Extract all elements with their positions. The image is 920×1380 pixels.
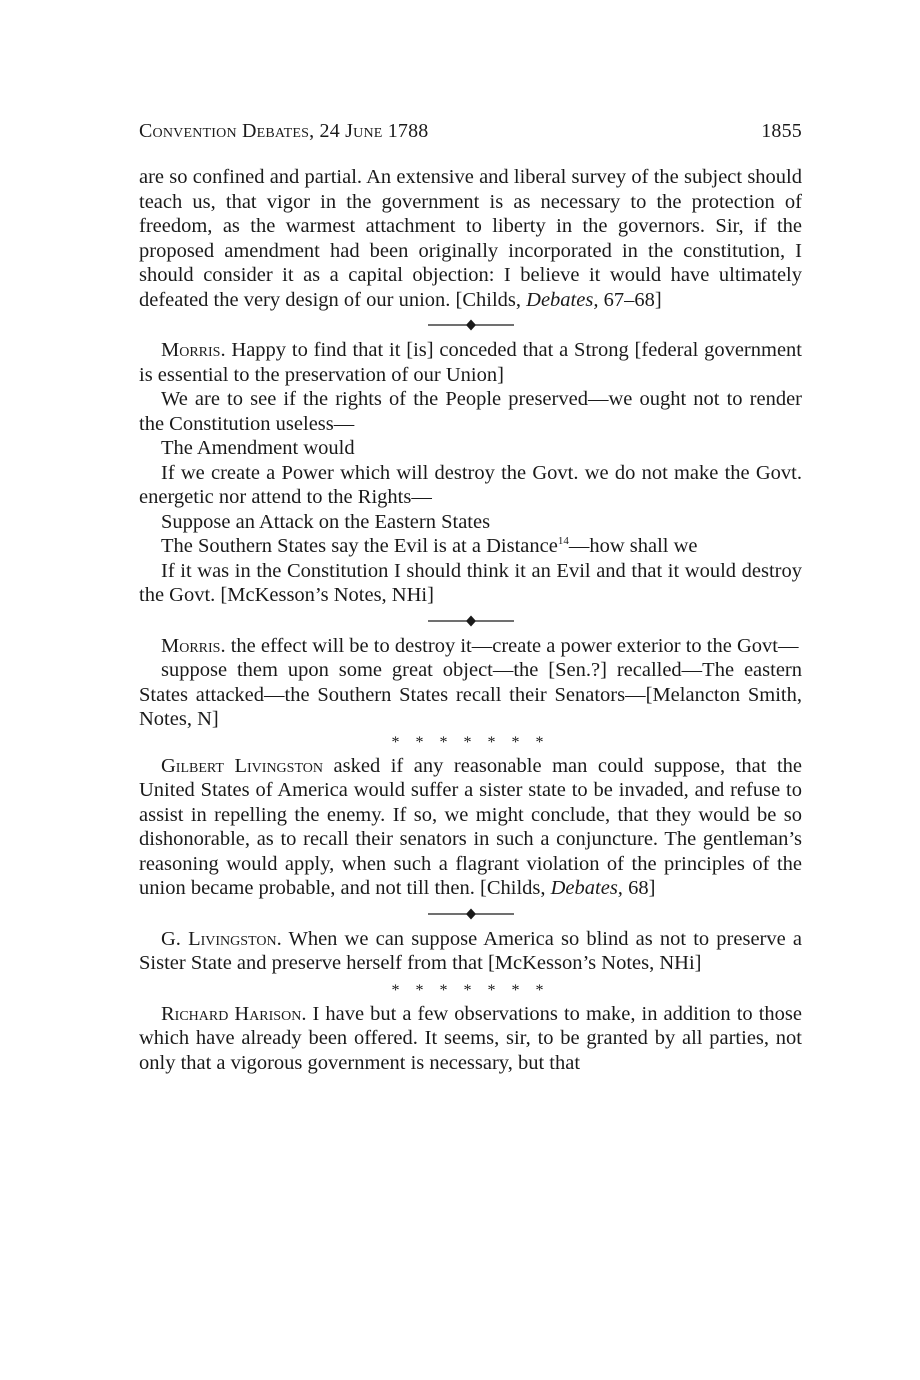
page-number: 1855 xyxy=(761,120,802,142)
paragraph-text: Suppose an Attack on the Eastern States xyxy=(161,510,491,533)
paragraph-morris-5 xyxy=(139,510,802,535)
section-ornament xyxy=(139,608,802,634)
paragraph-morris-smith-2 xyxy=(139,658,802,732)
diamond-rule-icon xyxy=(428,318,514,332)
paragraph-text: . the effect will be to destroy it—create a power exterior to the Govt— xyxy=(220,634,799,657)
paragraph-hamilton-continued xyxy=(139,165,802,312)
citation-title: Debates, xyxy=(526,288,599,311)
citation-pages: 67–68] xyxy=(598,288,662,311)
paragraph-text: . When we can suppose America so blind as not to preserve a Sister State and preserve herself from that [McKesson’s Notes, NHi] xyxy=(139,927,802,974)
paragraph-gilbert-livingston xyxy=(139,754,802,901)
paragraph-morris-7 xyxy=(139,559,802,608)
paragraph-text: We are to see if the rights of the People preserved—we ought not to render the Constitution useless— xyxy=(139,388,802,435)
citation-pages: 68] xyxy=(622,877,656,899)
speaker-name: Morris xyxy=(161,339,221,361)
paragraph-text: The Amendment would xyxy=(161,437,355,459)
paragraph-morris-6 xyxy=(139,534,802,559)
paragraph-morris-smith-1 xyxy=(139,634,802,659)
paragraph-morris-2 xyxy=(139,387,802,436)
asterism-separator: * * * * * * * xyxy=(391,733,550,751)
document-page xyxy=(139,120,802,1075)
paragraph-g-livingston xyxy=(139,927,802,976)
paragraph-morris-4 xyxy=(139,461,802,510)
speaker-name: G. Livingston xyxy=(161,927,277,950)
paragraph-text: . I have but a few observations to make, in addition to those which have already been offered. It seems, sir, to be granted by all parties, not only that a vigorous government is necessary, but that xyxy=(139,1002,802,1074)
diamond-rule-icon xyxy=(428,614,514,628)
section-ornament xyxy=(139,312,802,338)
speaker-name: Morris xyxy=(161,634,221,657)
citation-title: Debates, xyxy=(550,877,623,899)
paragraph-text: The Southern States say the Evil is at a Distance xyxy=(161,535,558,557)
paragraph-text: If it was in the Constitution I should think it an Evil and that it would destroy the Govt. [McKesson’s Notes, NHi] xyxy=(139,559,802,606)
paragraph-text: —how shall we xyxy=(568,535,698,557)
asterism-separator: * * * * * * * xyxy=(391,981,550,999)
paragraph-text: suppose them upon some great object—the [Sen.?] recalled—The eastern States attacked—the Southern States recall their Senators—[Melancton Smith, Notes, N] xyxy=(139,659,802,730)
paragraph-text: are so confined and partial. An extensive and liberal survey of the subject should teach us, that vigor in the government is as necessary to the protection of freedom, as the warmest attachment to liberty in the governors. Sir, if the proposed amendment had been originally incorporated in the constitution, I should consider it as a capital objection: I believe it would have ultimately defeated the very design of our union. [Childs, xyxy=(139,166,802,311)
diamond-rule-icon xyxy=(428,907,514,921)
running-title: Convention Debates, 24 June 1788 xyxy=(139,120,429,142)
paragraph-text: . Happy to find that it [is] conceded that a Strong [federal government is essential to the preservation of our Union] xyxy=(139,339,802,386)
footnote-marker: 14 xyxy=(557,535,569,548)
speaker-name: Gilbert Livingston xyxy=(161,754,323,777)
paragraph-text: If we create a Power which will destroy the Govt. we do not make the Govt. energetic nor attend to the Rights— xyxy=(139,461,802,508)
paragraph-morris-3 xyxy=(139,436,802,461)
paragraph-morris-1 xyxy=(139,338,802,387)
speaker-name: Richard Harison xyxy=(161,1002,302,1025)
section-ornament xyxy=(139,901,802,927)
paragraph-text: asked if any reasonable man could suppose, that the United States of America would suffer a sister state to be invaded, and refuse to assist in repelling the enemy. If so, we might conclude, that they would be so dishonorable, as to recall their senators in such a conjuncture. The gentleman’s reasoning would apply, when such a flagrant violation of the principles of the union became probable, and not till then. [Childs, xyxy=(139,754,802,899)
running-header xyxy=(139,120,802,143)
paragraph-richard-harison xyxy=(139,1002,802,1076)
